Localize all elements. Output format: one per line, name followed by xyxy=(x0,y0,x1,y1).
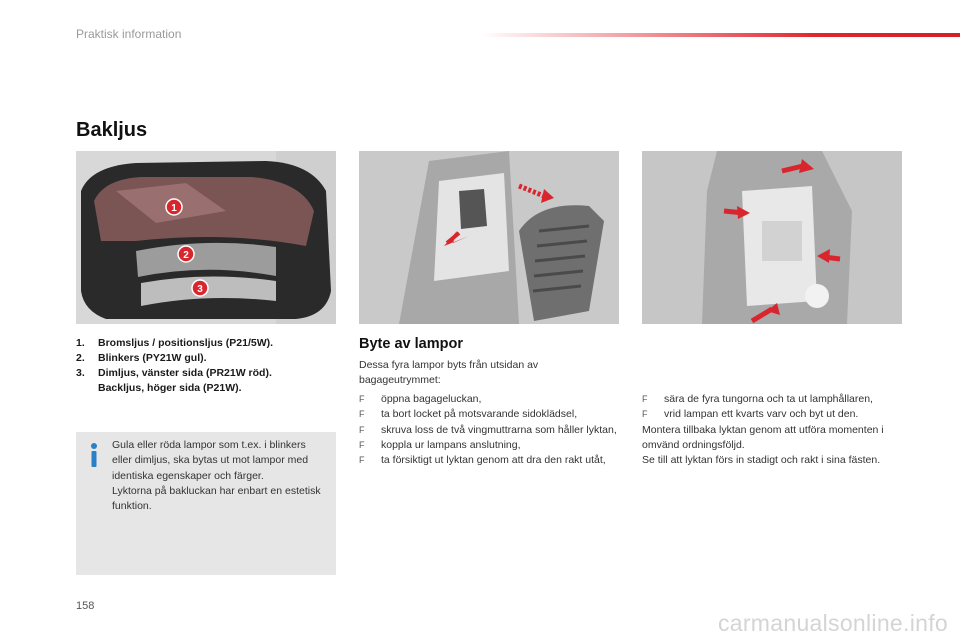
fitting-text: Se till att lyktan förs in stadigt och rakt i sina fästen. xyxy=(642,454,881,467)
watermark: carmanualsonline.info xyxy=(717,610,948,636)
step-item xyxy=(359,438,621,453)
legend-number: 2. xyxy=(76,352,85,364)
svg-text:2: 2 xyxy=(183,250,189,261)
legend-number: 1. xyxy=(76,337,85,349)
step-text: sära de fyra tungorna och ta ut lamphållaren, xyxy=(664,393,873,405)
legend-text-2: Backljus, höger sida (P21W). xyxy=(98,382,242,394)
marker-3 xyxy=(192,280,208,296)
step-text: vrid lampan ett kvarts varv och byt ut den. xyxy=(664,408,859,421)
lamp-holder-illustration xyxy=(642,151,902,324)
legend-text: Bromsljus / positionsljus (P21/5W). xyxy=(98,337,274,349)
legend-item xyxy=(76,351,338,366)
info-note xyxy=(76,432,336,575)
svg-text:1: 1 xyxy=(171,203,177,214)
step-text: ta bort locket på motsvarande sidoklädsel, xyxy=(381,408,578,421)
section-heading: Byte av lampor xyxy=(359,336,463,352)
step-text: skruva loss de två vingmuttrarna som håller lyktan, xyxy=(381,423,617,436)
info-note-text xyxy=(112,438,326,514)
page-number: 158 xyxy=(76,600,95,612)
note-line: Gula eller röda lampor som t.ex. i blinkers eller dimljus, ska bytas ut mot lampor med identiska egenskaper och färger. xyxy=(112,439,309,482)
section-header: Praktisk information xyxy=(76,27,182,41)
bullet: F xyxy=(359,394,365,404)
legend-text: Dimljus, vänster sida (PR21W röd). xyxy=(98,367,272,379)
legend-item xyxy=(76,336,338,351)
step-item xyxy=(359,453,621,468)
bullet: F xyxy=(642,409,648,420)
marker-1 xyxy=(166,199,182,215)
step-item xyxy=(642,407,904,422)
section-intro: Dessa fyra lampor byts från utsidan av bagageutrymmet: xyxy=(359,359,539,386)
rear-light-drawing xyxy=(76,151,336,324)
step-item xyxy=(359,392,621,407)
lamp-holder-drawing xyxy=(642,151,902,324)
svg-text:3: 3 xyxy=(197,284,203,295)
reassembly-text: Montera tillbaka lyktan genom att utföra momenten i omvänd ordningsföljd. xyxy=(642,423,884,451)
header-accent-bar xyxy=(480,33,960,37)
legend-item xyxy=(76,366,338,396)
bullet: F xyxy=(642,394,648,404)
steps-column-2 xyxy=(642,392,904,468)
bullet: F xyxy=(359,409,365,420)
step-text: koppla ur lampans anslutning, xyxy=(381,438,521,451)
legend-text: Blinkers (PY21W gul). xyxy=(98,352,207,364)
bulb-legend xyxy=(76,336,338,396)
bullet: F xyxy=(359,424,365,435)
steps-column-1 xyxy=(359,392,621,468)
step-item xyxy=(642,392,904,407)
bullet: F xyxy=(359,455,365,466)
marker-2 xyxy=(178,246,194,262)
step-item xyxy=(359,407,621,422)
page-title: Bakljus xyxy=(76,119,148,141)
rear-light-illustration xyxy=(76,151,336,324)
step-text: ta försiktigt ut lyktan genom att dra den rakt utåt, xyxy=(381,454,606,467)
legend-number: 3. xyxy=(76,367,85,379)
note-line: Lyktorna på bakluckan har enbart en estetisk funktion. xyxy=(112,484,321,513)
trim-cover-drawing xyxy=(359,151,619,324)
bullet: F xyxy=(359,439,365,450)
info-icon xyxy=(89,442,99,468)
trim-cover-illustration xyxy=(359,151,619,324)
step-item xyxy=(359,423,621,438)
step-text: öppna bagageluckan, xyxy=(381,393,482,405)
